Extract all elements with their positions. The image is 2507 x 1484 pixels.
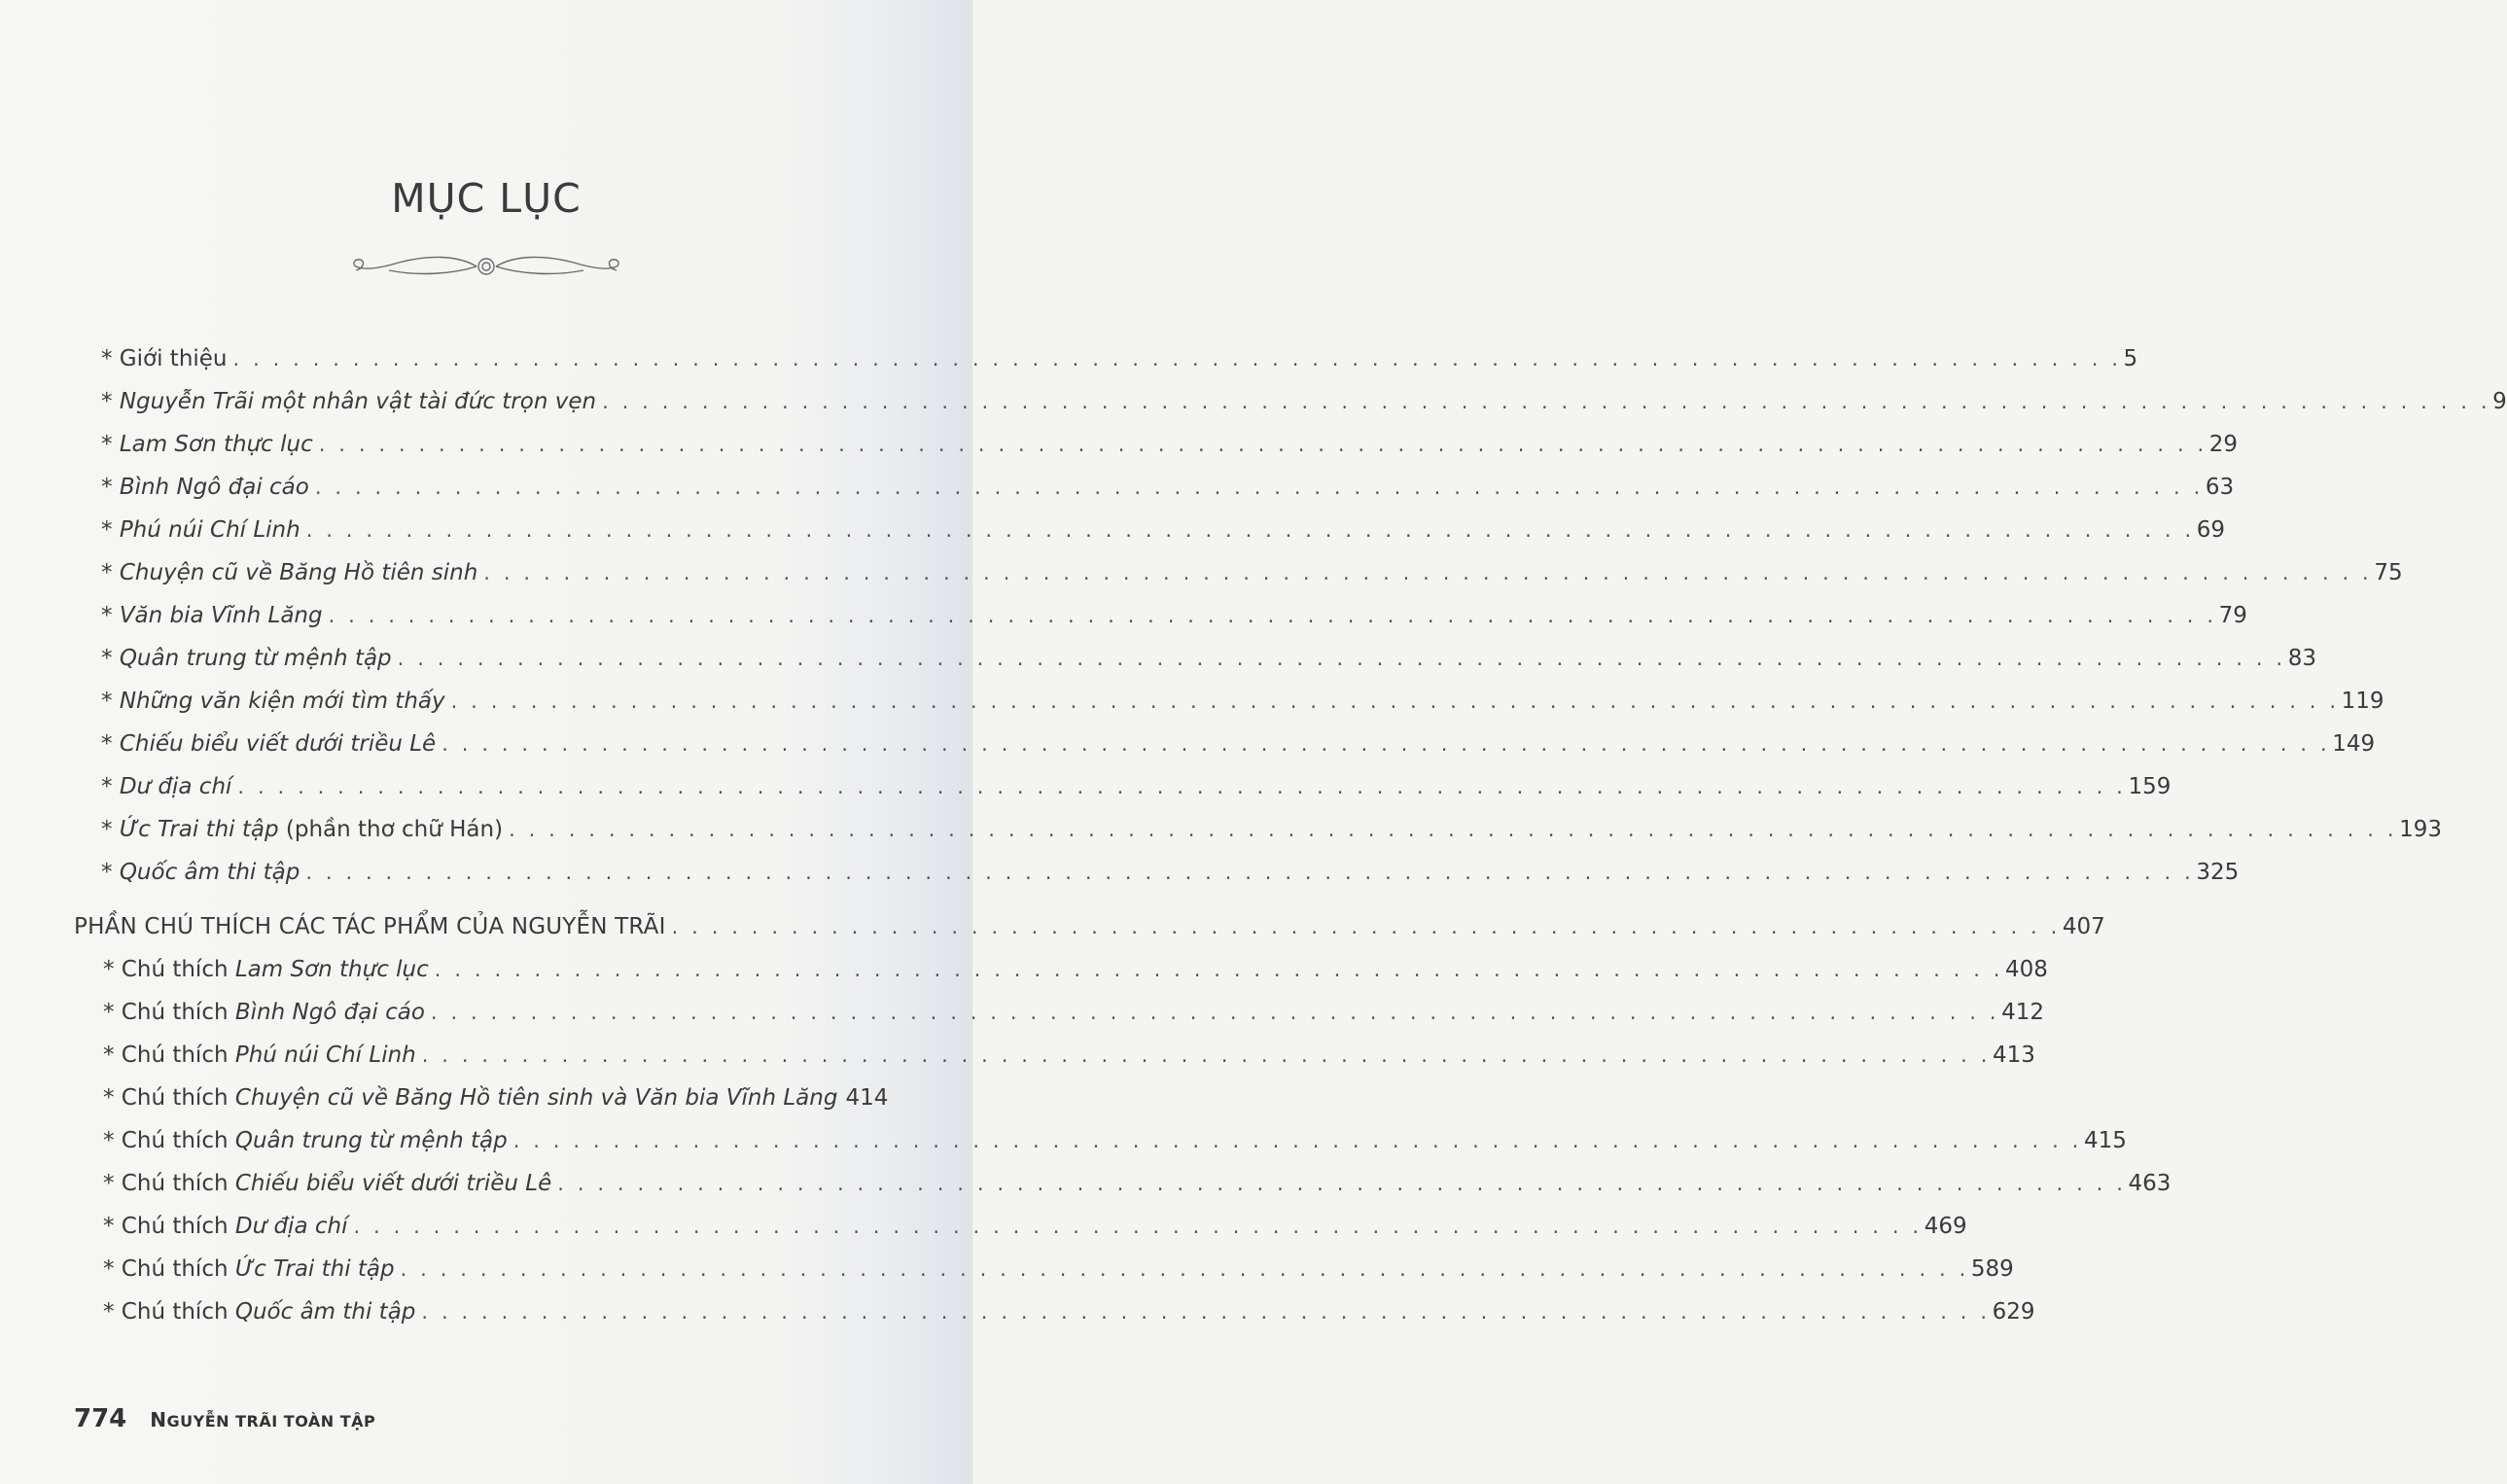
toc-entry[interactable] xyxy=(101,548,2403,587)
toc-note-entry[interactable] xyxy=(103,1288,2035,1326)
toc-entry[interactable] xyxy=(101,377,2507,416)
note-prefix: * Chú thích xyxy=(103,1085,235,1111)
entry-title: Chiếu biểu viết dưới triều Lê xyxy=(119,731,437,757)
entry-page: 29 xyxy=(2208,432,2239,457)
section-page: 407 xyxy=(2062,914,2105,939)
toc-note-entry[interactable] xyxy=(103,1159,2172,1198)
toc-entry[interactable] xyxy=(101,634,2316,673)
entry-page: 159 xyxy=(2128,774,2172,799)
page-number: 774 xyxy=(74,1404,127,1433)
leader-dots: . . . . . . . . . . . . . . . . . . . . . . . . . . . . . . . . . . . . . . . . . . . . . . . . . . . . . . . . . . . . . . . . . . . . . . . . . . . . . . . xyxy=(557,1172,2127,1195)
note-title: Phú núi Chí Linh xyxy=(234,1042,416,1068)
entry-prefix: * xyxy=(101,517,120,543)
entry-prefix: * xyxy=(101,774,120,799)
toc-entry[interactable] xyxy=(101,805,2442,844)
toc-entry[interactable] xyxy=(101,335,2138,373)
leader-dots: . . . . . . . . . . . . . . . . . . . . . . . . . . . . . . . . . . . . . . . . . . . . . . . . . . . . . . . . . . . . . . . . . . . . . . . . . . . . . . . . . . . . . . . . . . . . . . . xyxy=(483,561,2373,584)
entry-prefix: * xyxy=(101,646,120,671)
note-title: Quân trung từ mệnh tập xyxy=(234,1128,508,1153)
entry-title: Quốc âm thi tập xyxy=(119,860,300,885)
leader-dots: . . . . . . . . . . . . . . . . . . . . . . . . . . . . . . . . . . . . . . . . . . . . . . . . . . . . . . . . . . . . . . . . . . . . . . . . . . . . . . . . . . . . . . . . . . . . . . . xyxy=(314,476,2204,499)
toc-note-entry[interactable] xyxy=(103,988,2045,1027)
note-page: 413 xyxy=(1992,1042,2035,1068)
toc-entry[interactable] xyxy=(101,506,2226,545)
entry-page: 79 xyxy=(2218,603,2247,628)
running-title-initial: N xyxy=(150,1408,167,1431)
leader-dots: . . . . . . . . . . . . . . . . . . . . . . . . . . . . . . . . . . . . . . . . . . . . . . . . . . . . . . . . . . . . . . . . . . . . . . . . . . . . . . . . . . . . . . . . . . . . . . . xyxy=(232,347,2122,371)
running-title xyxy=(150,1408,375,1431)
note-title: Quốc âm thi tập xyxy=(234,1299,416,1325)
note-page: 463 xyxy=(2128,1171,2172,1196)
note-page: 408 xyxy=(2005,957,2048,982)
entry-title: Phú núi Chí Linh xyxy=(119,517,300,543)
entry-prefix: * xyxy=(101,731,120,757)
toc-section[interactable] xyxy=(74,902,2105,941)
note-title: Lam Sơn thực lục xyxy=(234,957,429,982)
leader-dots: . . . . . . . . . . . . . . . . . . . . . . . . . . . . . . . . . . . . . . . . . . . . . . . . . . . . . . . . . . . . . . . . . . . . . . . . . . . . . . . . . . . . . . . . . . . . . . . xyxy=(328,604,2217,627)
toc-entry[interactable] xyxy=(101,762,2172,801)
entry-title: Lam Sơn thực lục xyxy=(119,432,313,457)
leader-dots: . . . . . . . . . . . . . . . . . . . . . . . . . . . . . . . . . . . . . . . . . . . . . . . . . . . . . . . . . . . . . . . . . . . . . . . . . . . . . . . xyxy=(421,1300,1991,1324)
toc-entry[interactable] xyxy=(101,677,2384,716)
entry-page: 9 xyxy=(2492,389,2507,414)
entry-prefix: * Giới thiệu xyxy=(101,346,228,371)
toc-note-entry[interactable] xyxy=(103,1202,1967,1241)
leader-dots: . . . . . . . . . . . . . . . . . . . . . . . . . . . . . . . . . . . . . . . . . . . . . . . . . . . . . . . . . . . . . . . . . . . . . . . . . . . . . . . . . . . . . . . . . . . . . . . xyxy=(237,775,2127,798)
leader-dots: . . . . . . . . . . . . . . . . . . . . . . . . . . . . . . . . . . . . . . . . . . . . . . . . . . . . . . . . . . . . . . . . . . . . . . . . . . . . . . . xyxy=(512,1129,2082,1152)
page-title: MỤC LỤC xyxy=(391,175,582,222)
leader-dots: . . . . . . . . . . . . . . . . . . . . . . . . . . . . . . . . . . . . . . . . . . . . . . . . . . . . . . . . . . . . . . . . . . . . . . . . . . . . . . . xyxy=(353,1215,1923,1238)
entry-title: Nguyễn Trãi một nhân vật tài đức trọn vẹn xyxy=(119,389,597,414)
entry-title: Văn bia Vĩnh Lăng xyxy=(119,603,323,628)
entry-title: Chuyện cũ về Băng Hồ tiên sinh xyxy=(119,560,478,585)
page-footer xyxy=(74,1404,375,1433)
entry-prefix: * xyxy=(101,389,120,414)
toc-entry[interactable] xyxy=(101,720,2376,759)
entry-prefix: * xyxy=(101,860,120,885)
toc-note-entry[interactable] xyxy=(103,1245,2014,1284)
note-page: 589 xyxy=(1970,1256,2014,1282)
note-prefix: * Chú thích xyxy=(103,1128,235,1153)
note-page: 469 xyxy=(1924,1214,1967,1239)
leader-dots: . . . . . . . . . . . . . . . . . . . . . . . . . . . . . . . . . . . . . . . . . . . . . . . . . . . . . . . . . . . . . . . . . . . . . . . . . . . . . . . xyxy=(434,958,2004,981)
toc-note-entry[interactable] xyxy=(103,1031,2035,1070)
toc-entry[interactable] xyxy=(101,420,2239,459)
entry-page: 83 xyxy=(2287,646,2316,671)
note-prefix: * Chú thích xyxy=(103,1171,235,1196)
note-title: Dư địa chí xyxy=(234,1214,348,1239)
toc-note-entry[interactable] xyxy=(103,1116,2127,1155)
toc-entry[interactable] xyxy=(101,463,2235,502)
leader-dots: . . . . . . . . . . . . . . . . . . . . . . . . . . . . . . . . . . . . . . . . . . . . . . . . . . . . . . . . . . . . . . . . . . . . . . . . . . . . . . . . . . . . . . . . . . . . . . . xyxy=(305,861,2195,884)
entry-page: 119 xyxy=(2341,689,2384,714)
entry-prefix: * xyxy=(101,560,120,585)
entry-title: Ức Trai thi tập xyxy=(119,817,279,842)
leader-dots: . . . . . . . . . . . . . . . . . . . . . . . . . . . . . . . . . . . . . . . . . . . . . . . . . . . . . . . . . . . . . . . . . . . . . . . . . . . . . . . xyxy=(430,1001,2000,1024)
note-prefix: * Chú thích xyxy=(103,1299,235,1325)
leader-dots: . . . . . . . . . . . . . . . . . . . . . . . . . . . . . . . . . . . . . . . . . . . . . . . . . . . . . . . . . . . . . . . . . . . . . . . . . . . . . . . . . . . . . . . . . . . . . . . xyxy=(397,647,2286,670)
entry-page: 5 xyxy=(2123,346,2138,371)
note-page: 414 xyxy=(845,1085,889,1111)
entry-prefix: * xyxy=(101,817,120,842)
entry-prefix: * xyxy=(101,689,120,714)
toc-entry[interactable] xyxy=(101,848,2240,887)
entry-page: 75 xyxy=(2374,560,2403,585)
entry-page: 63 xyxy=(2205,475,2235,500)
leader-dots: . . . . . . . . . . . . . . . . . . . . . . . . . . . . . . . . . . . . . . . . . . . . . . . . . . . . . . . . . . . . . . . . . . . . . . . . . . . . . . . . . . . . . . . . . . . . . . . xyxy=(450,689,2340,713)
toc-entry[interactable] xyxy=(101,591,2247,630)
entry-prefix: * xyxy=(101,603,120,628)
note-prefix: * Chú thích xyxy=(103,1042,235,1068)
toc-note-entry[interactable] xyxy=(103,1074,889,1113)
running-title-rest: GUYỄN TRÃI TOÀN TẬP xyxy=(166,1412,376,1431)
leader-dots: . . . . . . . . . . . . . . . . . . . . . . . . . . . . . . . . . . . . . . . . . . . . . . . . . . . . . . . . . . . . . . . . . . . . . . . . . . . . . . . . . . . . . . . . . . . . . . . xyxy=(318,433,2207,456)
note-title: Chiếu biểu viết dưới triều Lê xyxy=(234,1171,552,1196)
entry-page: 325 xyxy=(2196,860,2240,885)
note-prefix: * Chú thích xyxy=(103,957,235,982)
leader-dots: . . . . . . . . . . . . . . . . . . . . . . . . . . . . . . . . . . . . . . . . . . . . . . . . . . . . . . . . . . . . . . . . . . . . . . . . . . . . . . . xyxy=(400,1257,1969,1281)
note-title: Ức Trai thi tập xyxy=(234,1256,395,1282)
entry-page: 69 xyxy=(2196,517,2226,543)
entry-title: Bình Ngô đại cáo xyxy=(119,475,309,500)
entry-prefix: * xyxy=(101,475,120,500)
note-prefix: * Chú thích xyxy=(103,1000,235,1025)
note-prefix: * Chú thích xyxy=(103,1256,235,1282)
entry-title: Những văn kiện mới tìm thấy xyxy=(119,689,445,714)
note-page: 629 xyxy=(1992,1299,2035,1325)
entry-title: Dư địa chí xyxy=(119,774,232,799)
leader-dots: . . . . . . . . . . . . . . . . . . . . . . . . . . . . . . . . . . . . . . . . . . . . . . . . . . . . . . . . . . . . . . . . . . . . . . . . . . . . . . . . . . . . . . . . . . . . . . . xyxy=(305,518,2195,542)
note-prefix: * Chú thích xyxy=(103,1214,235,1239)
entry-suffix: (phần thơ chữ Hán) xyxy=(278,817,504,842)
note-title: Chuyện cũ về Băng Hồ tiên sinh và Văn bia Vĩnh Lăng xyxy=(234,1085,838,1111)
note-title: Bình Ngô đại cáo xyxy=(234,1000,425,1025)
note-page: 415 xyxy=(2083,1128,2127,1153)
leader-dots: . . . . . . . . . . . . . . . . . . . . . . . . . . . . . . . . . . . . . . . . . . . . . . . . . . . . . . . . . . . . . . . . . . . . . . . . . . . . . . . . . . . . . . . . . . . . . . . xyxy=(602,390,2491,413)
leader-dots: . . . . . . . . . . . . . . . . . . . . . . . . . . . . . . . . . . . . . . . . . . . . . . . . . . . . . . . . . . . . . . . . . . . . . . . . . . . . . . . . . . . . . . . . . . . . . . . xyxy=(509,818,2398,841)
leader-dots: . . . . . . . . . . . . . . . . . . . . . . . . . . . . . . . . . . . . . . . . . . . . . . . . . . . . . . . . . . . . . . . . . . . . . . xyxy=(671,915,2061,938)
entry-prefix: * xyxy=(101,432,120,457)
entry-title: Quân trung từ mệnh tập xyxy=(119,646,392,671)
leader-dots: . . . . . . . . . . . . . . . . . . . . . . . . . . . . . . . . . . . . . . . . . . . . . . . . . . . . . . . . . . . . . . . . . . . . . . . . . . . . . . . xyxy=(421,1043,1991,1067)
leader-dots: . . . . . . . . . . . . . . . . . . . . . . . . . . . . . . . . . . . . . . . . . . . . . . . . . . . . . . . . . . . . . . . . . . . . . . . . . . . . . . . . . . . . . . . . . . . . . . . xyxy=(441,732,2331,756)
entry-page: 193 xyxy=(2399,817,2442,842)
entry-page: 149 xyxy=(2332,731,2376,757)
section-title: PHẦN CHÚ THÍCH CÁC TÁC PHẨM CỦA NGUYỄN TRÃI xyxy=(74,914,666,939)
note-page: 412 xyxy=(2001,1000,2045,1025)
toc-note-entry[interactable] xyxy=(103,945,2048,984)
